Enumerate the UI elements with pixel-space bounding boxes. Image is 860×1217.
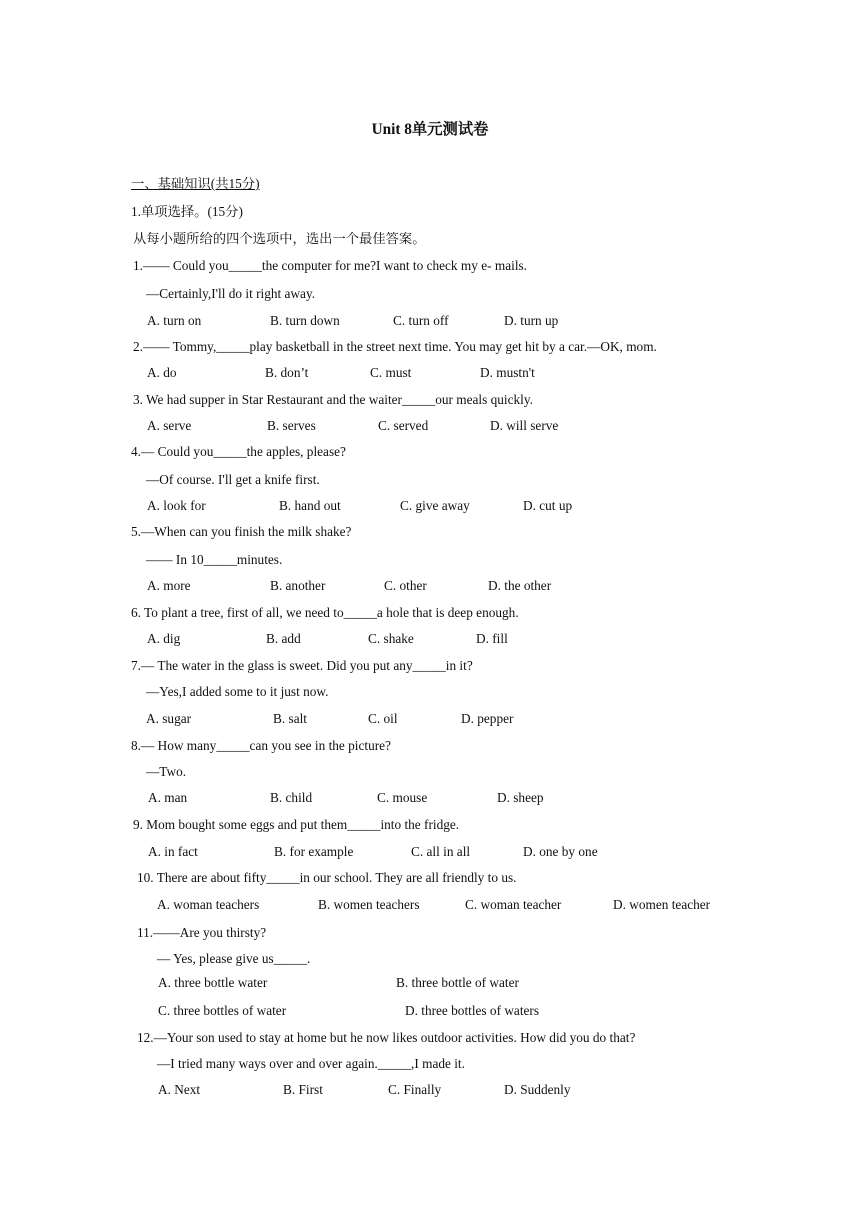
question-4-option-a: A. look for xyxy=(147,498,206,513)
question-12-option-a: A. Next xyxy=(158,1082,201,1097)
question-10-option-d: D. women teacher xyxy=(613,897,711,912)
question-8-reply: —Two. xyxy=(146,764,187,779)
question-8-option-c: C. mouse xyxy=(377,790,428,805)
question-2-option-b: B. don’t xyxy=(265,365,309,380)
question-5-option-a: A. more xyxy=(147,578,191,593)
question-9-stem: 9. Mom bought some eggs and put them_____into the fridge. xyxy=(133,817,460,832)
question-3-option-a: A. serve xyxy=(147,418,192,433)
question-1-stem: 1.—— Could you_____the computer for me?I want to check my e- mails. xyxy=(133,258,528,273)
question-12-option-d: D. Suddenly xyxy=(504,1082,571,1097)
question-1-option-a: A. turn on xyxy=(147,313,202,328)
question-7-option-d: D. pepper xyxy=(461,711,514,726)
question-4-option-d: D. cut up xyxy=(523,498,573,513)
question-4-reply: —Of course. I'll get a knife first. xyxy=(146,472,320,487)
question-2-option-d: D. mustn't xyxy=(480,365,535,380)
question-1-option-b: B. turn down xyxy=(270,313,340,328)
question-12-stem: 12.—Your son used to stay at home but he now likes outdoor activities. How did you do that? xyxy=(137,1030,636,1045)
question-1-option-c: C. turn off xyxy=(393,313,449,328)
question-5-reply: —— In 10_____minutes. xyxy=(146,552,283,567)
question-7-reply: —Yes,I added some to it just now. xyxy=(146,684,329,699)
question-11-stem: 11.——Are you thirsty? xyxy=(137,925,267,940)
question-11-option-a: A. three bottle water xyxy=(158,975,268,990)
question-12-option-b: B. First xyxy=(283,1082,323,1097)
question-6-option-c: C. shake xyxy=(368,631,414,646)
question-11-option-b: B. three bottle of water xyxy=(396,975,519,990)
question-11-option-d: D. three bottles of waters xyxy=(405,1003,540,1018)
question-5-option-c: C. other xyxy=(384,578,427,593)
page-title: Unit 8单元测试卷 xyxy=(371,121,489,138)
question-8-option-d: D. sheep xyxy=(497,790,544,805)
question-3-option-c: C. served xyxy=(378,418,429,433)
question-7-option-b: B. salt xyxy=(273,711,307,726)
question-9-option-c: C. all in all xyxy=(411,844,471,859)
question-5-option-d: D. the other xyxy=(488,578,552,593)
question-10-option-b: B. women teachers xyxy=(318,897,420,912)
question-6-option-b: B. add xyxy=(266,631,301,646)
question-8-option-a: A. man xyxy=(148,790,188,805)
question-4-option-b: B. hand out xyxy=(279,498,341,513)
question-12-reply: —I tried many ways over and over again._____,I made it. xyxy=(157,1056,465,1071)
question-10-option-a: A. woman teachers xyxy=(157,897,260,912)
question-11-option-c: C. three bottles of water xyxy=(158,1003,287,1018)
part-heading: 1.单项选择。(15分) xyxy=(131,204,243,219)
question-4-stem: 4.— Could you_____the apples, please? xyxy=(131,444,346,459)
question-6-option-d: D. fill xyxy=(476,631,508,646)
question-1-reply: —Certainly,I'll do it right away. xyxy=(146,286,316,301)
question-10-stem: 10. There are about fifty_____in our school. They are all friendly to us. xyxy=(137,870,517,885)
question-6-stem: 6. To plant a tree, first of all, we need to_____a hole that is deep enough. xyxy=(131,605,519,620)
question-5-option-b: B. another xyxy=(270,578,326,593)
question-3-stem: 3. We had supper in Star Restaurant and the waiter_____our meals quickly. xyxy=(133,392,533,407)
section-heading: 一、基础知识(共15分) xyxy=(131,176,260,191)
question-7-option-a: A. sugar xyxy=(146,711,192,726)
question-1-option-d: D. turn up xyxy=(504,313,559,328)
question-9-option-a: A. in fact xyxy=(148,844,198,859)
question-2-option-c: C. must xyxy=(370,365,412,380)
question-9-option-b: B. for example xyxy=(274,844,354,859)
question-12-option-c: C. Finally xyxy=(388,1082,442,1097)
question-10-option-c: C. woman teacher xyxy=(465,897,562,912)
question-8-stem: 8.— How many_____can you see in the picture? xyxy=(131,738,391,753)
instruction-text: 从每小题所给的四个选项中，选出一个最佳答案。 xyxy=(133,231,426,246)
question-6-option-a: A. dig xyxy=(147,631,181,646)
question-8-option-b: B. child xyxy=(270,790,313,805)
question-4-option-c: C. give away xyxy=(400,498,470,513)
question-2-option-a: A. do xyxy=(147,365,177,380)
question-9-option-d: D. one by one xyxy=(523,844,598,859)
question-7-stem: 7.— The water in the glass is sweet. Did you put any_____in it? xyxy=(131,658,473,673)
question-5-stem: 5.—When can you finish the milk shake? xyxy=(131,524,352,539)
question-7-option-c: C. oil xyxy=(368,711,398,726)
question-3-option-b: B. serves xyxy=(267,418,316,433)
question-3-option-d: D. will serve xyxy=(490,418,559,433)
question-11-reply: — Yes, please give us_____. xyxy=(157,951,311,966)
question-2-stem: 2.—— Tommy,_____play basketball in the street next time. You may get hit by a car.—OK, mom. xyxy=(133,339,657,354)
